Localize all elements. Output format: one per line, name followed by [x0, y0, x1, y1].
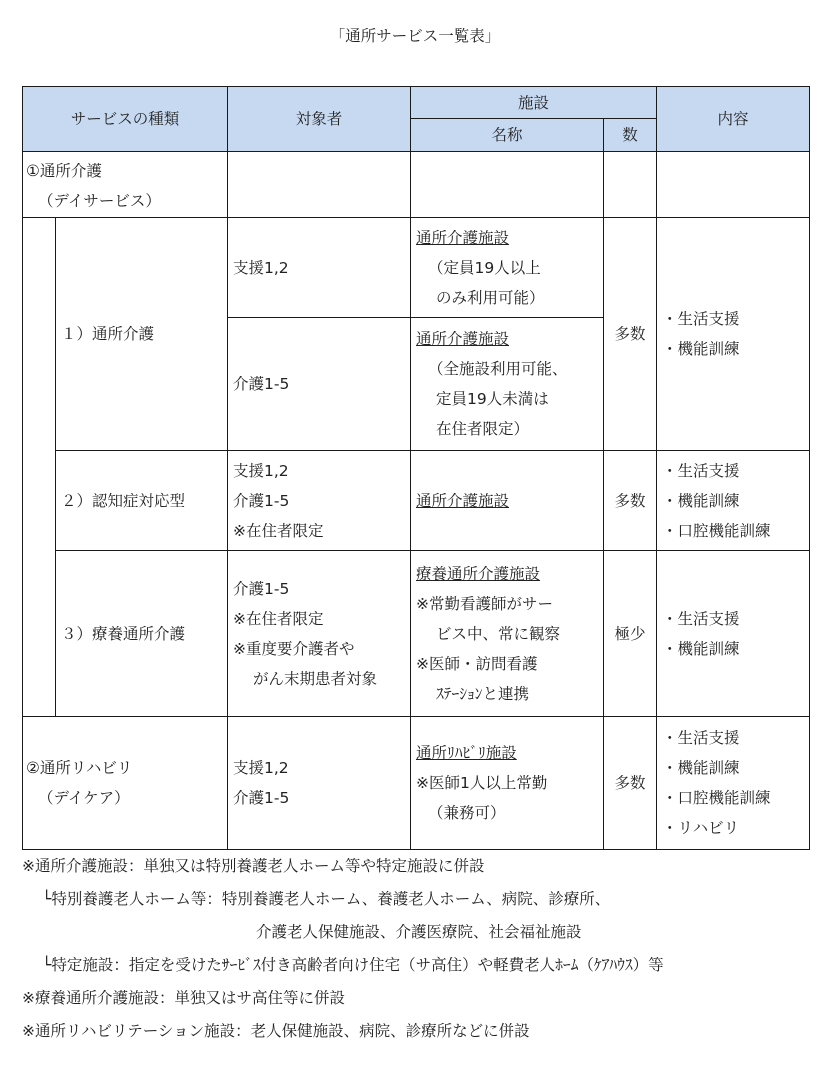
facility-note: のみ利用可能）	[436, 288, 545, 307]
row1a-facility-name: 通所介護施設	[416, 228, 510, 247]
group2-sub: （デイケア）	[38, 789, 130, 807]
table-row	[23, 218, 810, 318]
table-row	[23, 551, 810, 717]
header-content: 内容	[657, 87, 810, 152]
row3-targets	[228, 551, 411, 717]
row1-count: 多数	[604, 218, 657, 451]
header-row	[23, 87, 810, 119]
target-item: 介護1-5	[233, 491, 290, 510]
table-row	[23, 152, 810, 218]
content-item: ・生活支援	[662, 609, 740, 628]
content-item: ・生活支援	[662, 461, 740, 480]
facility-note: ｽﾃｰｼｮﾝと連携	[436, 684, 530, 703]
target-item: がん末期患者対象	[253, 669, 378, 688]
target-item: ※在住者限定	[233, 521, 324, 540]
facility-note: ※医師・訪問看護	[416, 654, 538, 673]
facility-note: （定員19人以上	[428, 258, 541, 277]
row2-label: ２）認知症対応型	[56, 451, 228, 551]
footnote: ※療養通所介護施設：単独又はサ高住等に併設	[22, 989, 345, 1007]
row2-targets	[228, 451, 411, 551]
header-target: 対象者	[228, 87, 411, 152]
row1b-target: 介護1-5	[228, 318, 411, 451]
group2-contents	[657, 717, 810, 850]
row1-label: １）通所介護	[56, 218, 228, 451]
content-item: ・生活支援	[662, 729, 740, 747]
row1a-facility	[411, 218, 604, 318]
footnote: └特別養護老人ホーム等：特別養護老人ホーム、養護老人ホーム、病院、診療所、	[42, 890, 611, 908]
empty-cell	[604, 152, 657, 218]
table-row	[23, 717, 810, 850]
empty-cell	[228, 152, 411, 218]
empty-cell	[411, 152, 604, 218]
row3-label: ３）療養通所介護	[56, 551, 228, 717]
content-item: ・リハビリ	[662, 819, 740, 837]
row3-contents	[657, 551, 810, 717]
target-item: 支援1,2	[233, 461, 289, 480]
facility-note: ビス中、常に観察	[436, 624, 561, 643]
group1-sub: （デイサービス）	[38, 192, 161, 210]
footnote: ※通所リハビリテーション施設：老人保健施設、病院、診療所などに併設	[22, 1022, 530, 1040]
facility-note: 在住者限定）	[436, 420, 530, 438]
header-service-type: サービスの種類	[23, 87, 228, 152]
row1a-target: 支援1,2	[228, 218, 411, 318]
group2-targets	[228, 717, 411, 850]
row1b-facility	[411, 318, 604, 451]
row3-count: 極少	[604, 551, 657, 717]
target-item: ※在住者限定	[233, 609, 324, 628]
row2-contents	[657, 451, 810, 551]
group2-count: 多数	[604, 717, 657, 850]
row3-facility-name: 療養通所介護施設	[416, 564, 541, 583]
group2-name: ②通所リハビリ	[26, 759, 133, 777]
footnote: ※通所介護施設：単独又は特別養護老人ホーム等や特定施設に併設	[22, 857, 485, 875]
content-item: ・機能訓練	[662, 491, 740, 510]
footnote: └特定施設：指定を受けたｻｰﾋﾞｽ付き高齢者向け住宅（サ高住）や軽費老人ﾎｰﾑ（ｹｱﾊｳｽ）等	[42, 956, 664, 974]
content-item: ・機能訓練	[662, 340, 740, 358]
group2-facility-name: 通所ﾘﾊﾋﾞﾘ施設	[416, 744, 517, 762]
header-facility: 施設	[411, 87, 657, 119]
row3-facility	[411, 551, 604, 717]
target-item: 介護1-5	[233, 789, 290, 807]
target-item: 介護1-5	[233, 579, 290, 598]
empty-cell	[657, 152, 810, 218]
content-item: ・口腔機能訓練	[662, 521, 771, 540]
content-item: ・生活支援	[662, 310, 740, 328]
content-item: ・機能訓練	[662, 759, 740, 777]
row2-facility	[411, 451, 604, 551]
footnote: 介護老人保健施設、介護医療院、社会福祉施設	[256, 923, 582, 941]
group1-title-cell	[23, 152, 228, 218]
content-item: ・口腔機能訓練	[662, 789, 771, 807]
row1-contents	[657, 218, 810, 451]
page-title: 「通所サービス一覧表」	[329, 27, 501, 45]
target-item: 支援1,2	[233, 759, 289, 777]
target-item: ※重度要介護者や	[233, 639, 355, 658]
row1b-facility-name: 通所介護施設	[416, 330, 510, 348]
content-item: ・機能訓練	[662, 639, 740, 658]
footnotes	[22, 850, 822, 1048]
row2-count: 多数	[604, 451, 657, 551]
row2-facility-name: 通所介護施設	[416, 491, 510, 510]
header-facility-name: 名称	[411, 119, 604, 152]
facility-note: 定員19人未満は	[436, 390, 549, 408]
facility-note: ※医師1人以上常勤	[416, 774, 548, 792]
group2-facility	[411, 717, 604, 850]
facility-note: ※常勤看護師がサー	[416, 594, 554, 613]
service-table	[22, 86, 810, 850]
facility-note: （全施設利用可能、	[428, 360, 568, 378]
header-facility-count: 数	[604, 119, 657, 152]
indent-cell	[23, 218, 56, 717]
group2-title-cell	[23, 717, 228, 850]
facility-note: （兼務可）	[428, 804, 506, 822]
table-row	[23, 451, 810, 551]
group1-name: ①通所介護	[26, 162, 102, 180]
